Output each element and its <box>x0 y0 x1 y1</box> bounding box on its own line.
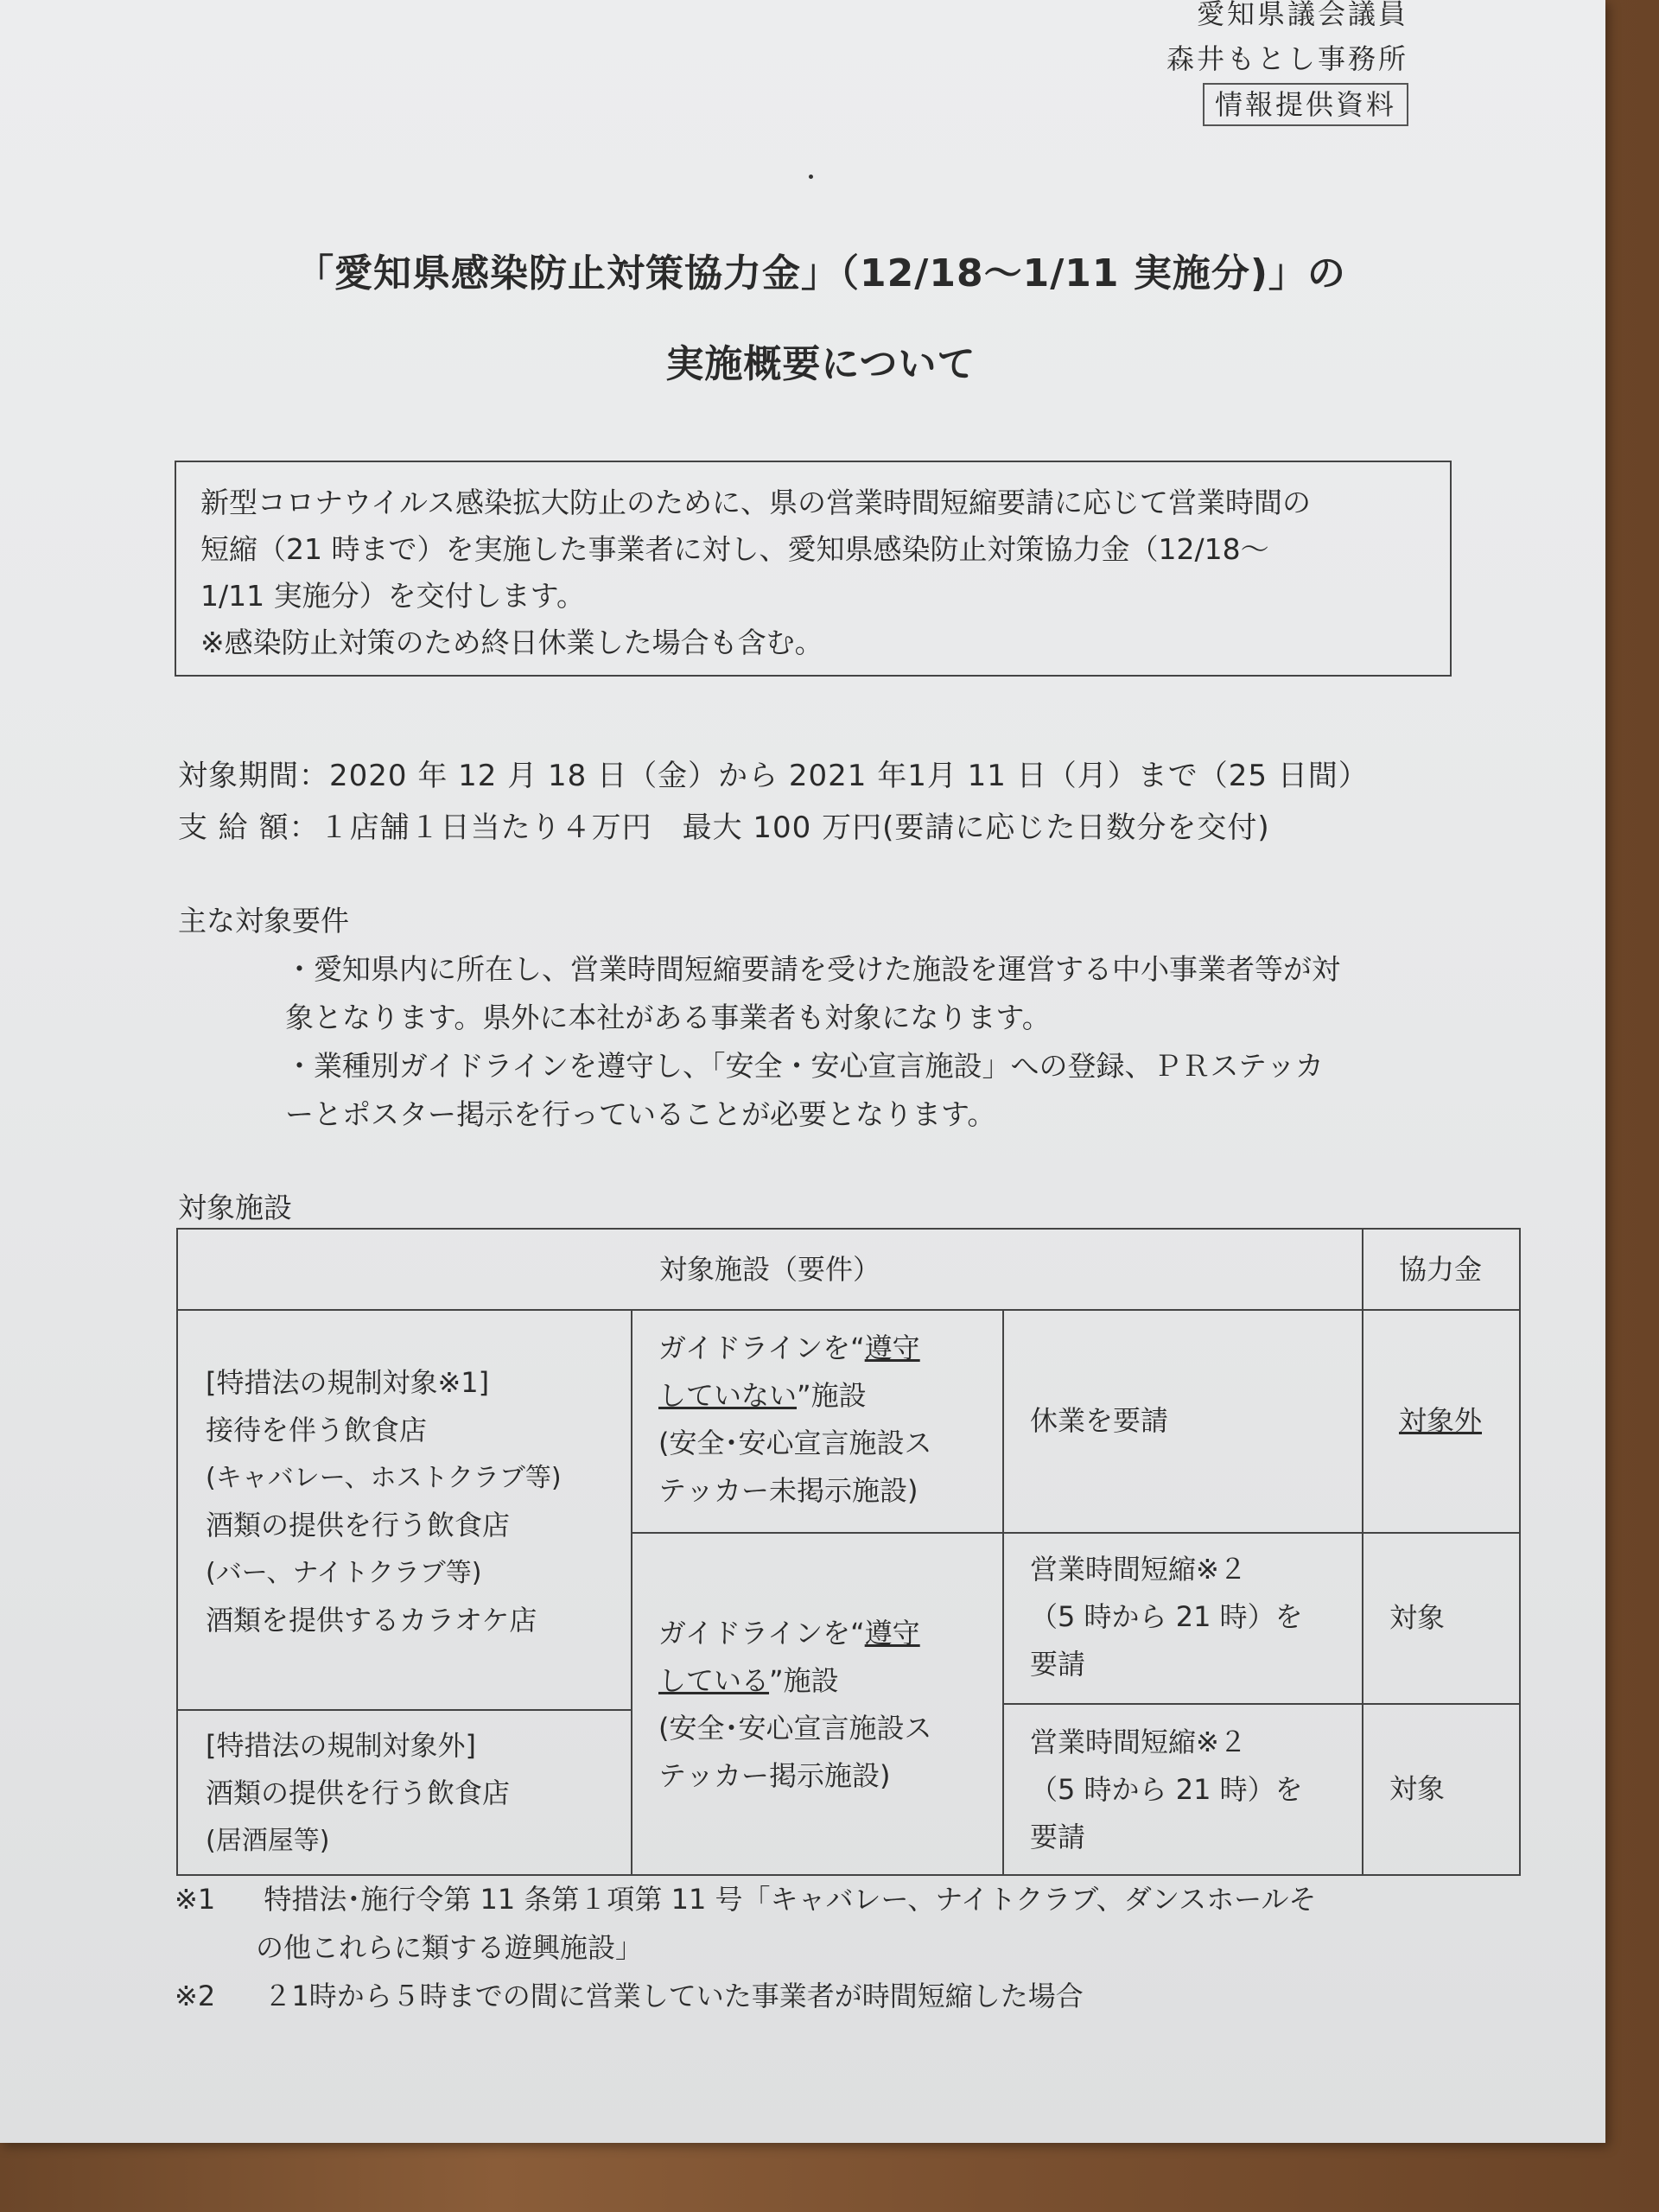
requirement-item-2 <box>285 1042 1478 1139</box>
facility-line: [特措法の規制対象外] <box>206 1729 476 1762</box>
guideline-emphasis: していない <box>658 1379 798 1412</box>
table-rule <box>178 1709 631 1711</box>
facility-line: (キャバレー、ホストクラブ等) <box>206 1463 562 1493</box>
target-period: 対象期間：2020 年 12 月 18 日（金）から 2021 年1月 11 日（月）まで（25 日間） <box>178 759 1369 793</box>
sticker-note: テッカー掲示施設) <box>658 1759 891 1792</box>
office-title: 愛知県議会議員 <box>1196 0 1408 30</box>
document-subtitle: 実施概要について <box>665 342 976 386</box>
intro-line: 短縮（21 時まで）を実施した事業者に対し、愛知県感染防止対策協力金（12/18〜 <box>200 532 1269 566</box>
document-title: 「愛知県感染防止対策協力金」（12/18〜1/11 実施分)」の <box>296 251 1346 296</box>
facility-line: [特措法の規制対象※1] <box>206 1366 490 1399</box>
request-line: （5 時から 21 時）を <box>1030 1600 1303 1633</box>
table-header-grant: 協力金 <box>1398 1253 1482 1286</box>
requirement-line: ・業種別ガイドラインを遵守し、「安全・安心宣言施設」への登録、ＰＲステッカ <box>285 1049 1324 1083</box>
request-line: 営業時間短縮※２ <box>1030 1726 1247 1758</box>
requirement-line: ーとポスター掲示を行っていることが必要となります。 <box>285 1097 996 1131</box>
facility-group-regulated <box>206 1359 629 1644</box>
footnote-mark: ※2 <box>175 1980 216 2012</box>
request-line: （5 時から 21 時）を <box>1030 1773 1303 1806</box>
guideline-text: ”施設 <box>769 1664 839 1697</box>
requirements-heading: 主な対象要件 <box>178 904 349 938</box>
punch-mark <box>809 175 813 179</box>
facility-line: 接待を伴う飲食店 <box>206 1414 428 1446</box>
facility-line: (居酒屋等) <box>206 1826 330 1856</box>
footnote-1 <box>175 1875 1316 1923</box>
office-header <box>1166 0 1408 127</box>
sticker-note: (安全･安心宣言施設ス <box>658 1427 932 1459</box>
facilities-heading: 対象施設 <box>178 1191 292 1224</box>
table-rule <box>1002 1309 1004 1874</box>
sticker-note: (安全･安心宣言施設ス <box>658 1712 932 1745</box>
footnote-text: 特措法･施行令第 11 条第１項第 11 号「キャバレー、ナイトクラブ、ダンスホールそ <box>264 1883 1317 1916</box>
guideline-emphasis: 遵守 <box>864 1332 920 1364</box>
facility-line: 酒類を提供するカラオケ店 <box>206 1604 537 1637</box>
intro-line: 1/11 実施分）を交付します。 <box>200 579 585 613</box>
facility-group-unregulated <box>206 1722 629 1865</box>
table-rule <box>631 1309 632 1874</box>
facility-line: (バー、ナイトクラブ等) <box>206 1558 482 1588</box>
table-rule <box>631 1532 1519 1534</box>
request-closure: 休業を要請 <box>1030 1404 1169 1437</box>
grant-excluded-text: 対象外 <box>1398 1404 1482 1437</box>
compliant-facility <box>658 1610 1001 1800</box>
facility-line: 酒類の提供を行う飲食店 <box>206 1777 511 1809</box>
intro-line: 新型コロナウイルス感染拡大防止のために、県の営業時間短縮要請に応じて営業時間の <box>200 486 1312 519</box>
footnote-mark: ※1 <box>175 1883 216 1916</box>
grant-target: 対象 <box>1389 1772 1446 1805</box>
guideline-text: ガイドラインを“ <box>658 1617 865 1649</box>
guideline-emphasis: 遵守 <box>864 1617 920 1649</box>
requirement-item-1 <box>285 945 1478 1042</box>
table-header-facility: 対象施設（要件） <box>658 1253 880 1286</box>
guideline-text: ガイドラインを“ <box>658 1332 865 1364</box>
footnote-2 <box>175 1972 1084 2020</box>
guideline-emphasis: している <box>658 1664 770 1697</box>
intro-box <box>175 461 1452 677</box>
request-line: 営業時間短縮※２ <box>1030 1553 1247 1586</box>
facilities-table <box>176 1228 1521 1876</box>
grant-excluded <box>1362 1309 1519 1532</box>
office-name: 森井もとし事務所 <box>1166 42 1408 75</box>
requirement-line: 象となります。県外に本社がある事業者も対象になります。 <box>285 1001 1051 1034</box>
sticker-note: テッカー未掲示施設) <box>658 1474 918 1507</box>
noncompliant-facility <box>658 1325 1001 1515</box>
request-shorten-hours <box>1030 1719 1358 1861</box>
document-label: 情報提供資料 <box>1203 83 1408 126</box>
facility-line: 酒類の提供を行う飲食店 <box>206 1509 511 1541</box>
request-line: 要請 <box>1030 1648 1086 1681</box>
request-shorten-hours <box>1030 1546 1358 1688</box>
footnote-text: ２1時から５時までの間に営業していた事業者が時間短縮した場合 <box>264 1980 1084 2012</box>
payment-amount: 支 給 額：１店舗１日当たり４万円 最大 100 万円(要請に応じた日数分を交付) <box>178 810 1270 845</box>
guideline-text: ”施設 <box>797 1379 867 1412</box>
grant-target: 対象 <box>1389 1601 1446 1634</box>
intro-line: ※感染防止対策のため終日休業した場合も含む。 <box>200 626 823 659</box>
footnote-1-continued: の他これらに類する遊興施設」 <box>256 1931 644 1964</box>
request-line: 要請 <box>1030 1821 1086 1853</box>
requirement-line: ・愛知県内に所在し、営業時間短縮要請を受けた施設を運営する中小事業者等が対 <box>285 952 1340 986</box>
